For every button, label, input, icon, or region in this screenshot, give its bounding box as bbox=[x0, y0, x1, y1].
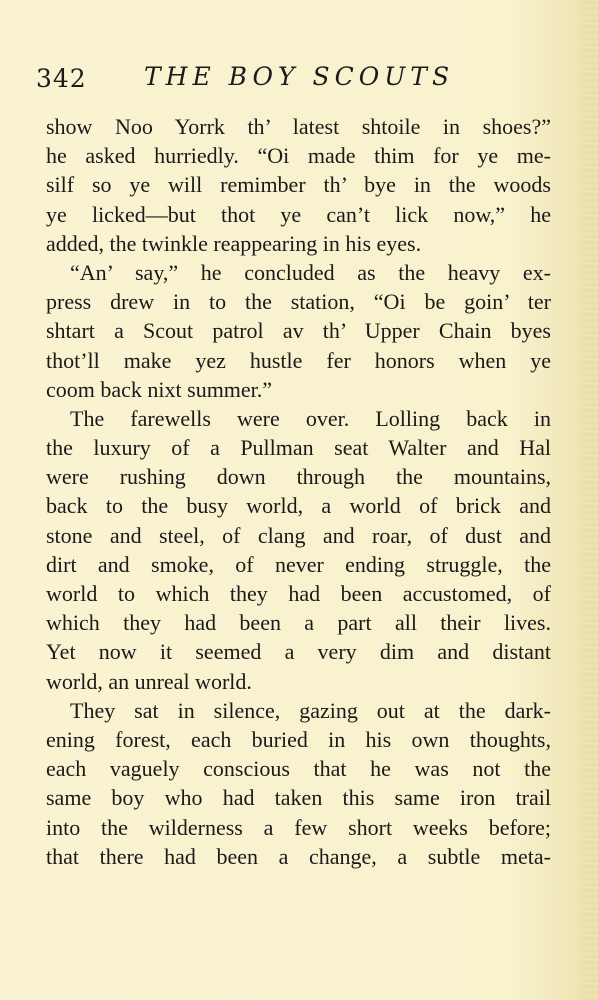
text-line: into the wilderness a few short weeks before; bbox=[46, 814, 551, 840]
text-line: ening forest, each buried in his own thoughts, bbox=[46, 726, 551, 752]
text-line: world, an unreal world. bbox=[46, 668, 252, 694]
page-header bbox=[36, 62, 556, 102]
text-line: They sat in silence, gazing out at the dark- bbox=[70, 697, 551, 723]
text-line: the luxury of a Pullman seat Walter and Hal bbox=[46, 435, 551, 461]
text-line: coom back nixt summer.” bbox=[46, 376, 273, 402]
text-line: stone and steel, of clang and roar, of dust and bbox=[46, 522, 551, 548]
text-line: back to the busy world, a world of brick and bbox=[46, 493, 551, 519]
page-number: 342 bbox=[36, 64, 87, 93]
text-line: world to which they had been accustomed, of bbox=[46, 581, 551, 606]
text-line: same boy who had taken this same iron trail bbox=[46, 785, 551, 811]
text-line: ye licked—but thot ye can’t lick now,” he bbox=[46, 201, 551, 227]
body-text bbox=[46, 112, 551, 871]
page-edge bbox=[582, 0, 598, 1000]
text-line: each vaguely conscious that he was not the bbox=[46, 756, 551, 782]
text-line: “An’ say,” he concluded as the heavy ex- bbox=[70, 259, 551, 285]
text-line: dirt and smoke, of never ending struggle, the bbox=[46, 551, 551, 577]
text-line: which they had been a part all their lives. bbox=[46, 610, 551, 636]
text-line: he asked hurriedly. “Oi made thim for ye me- bbox=[46, 143, 551, 169]
text-line: were rushing down through the mountains, bbox=[46, 464, 551, 490]
text-line: show Noo Yorrk th’ latest shtoile in shoes?” bbox=[46, 114, 551, 139]
text-line: thot’ll make yez hustle fer honors when ye bbox=[46, 347, 551, 373]
text-line: silf so ye will remimber th’ bye in the woods bbox=[46, 172, 551, 198]
text-line: added, the twinkle reappearing in his eyes. bbox=[46, 230, 422, 256]
running-head: THE BOY SCOUTS bbox=[144, 62, 455, 91]
text-line: shtart a Scout patrol av th’ Upper Chain byes bbox=[46, 318, 551, 344]
text-line: The farewells were over. Lolling back in bbox=[70, 405, 551, 431]
text-line: that there had been a change, a subtle meta- bbox=[46, 843, 551, 869]
text-line: Yet now it seemed a very dim and distant bbox=[46, 639, 551, 665]
text-line: press drew in to the station, “Oi be goin’ ter bbox=[46, 289, 551, 315]
